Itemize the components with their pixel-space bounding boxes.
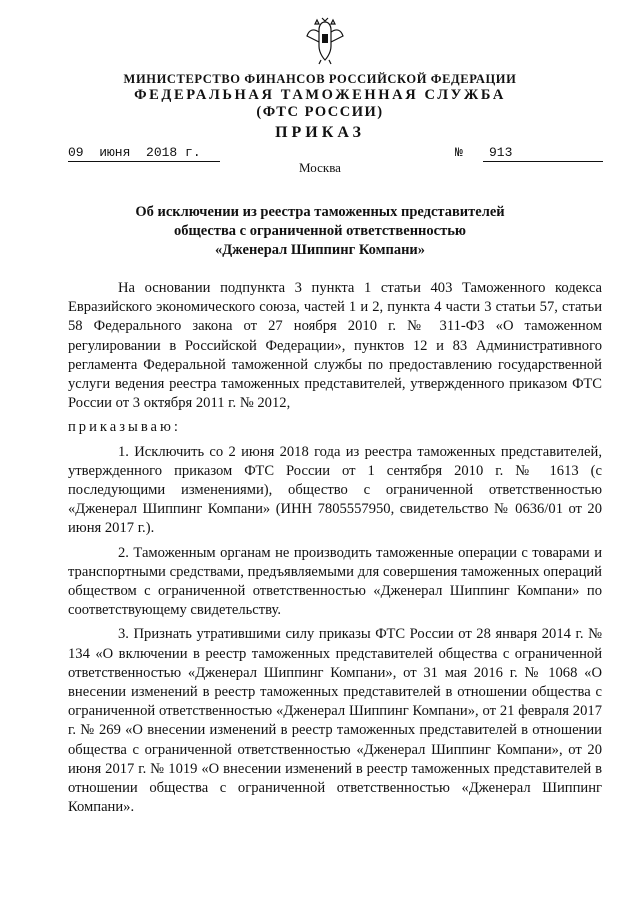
order-word: приказываю: xyxy=(68,419,181,436)
service-abbreviation: (ФТС РОССИИ) xyxy=(256,104,384,120)
ministry-heading: МИНИСТЕРСТВО ФИНАНСОВ РОССИЙСКОЙ ФЕДЕРАЦИИ xyxy=(123,72,517,86)
order-date: 09 июня 2018 г. xyxy=(68,145,220,162)
order-item-1: 1. Исключить со 2 июня 2018 года из реестра таможенных представителей, утвержденного приказом ФТС России от 1 сентября 2010 г. № 1613 (с последующими изменениями), общество с ограниченной ответственностью «Дженерал Шиппинг Компани» (ИНН 7805557950, свидетельство № 0636/01 от 20 июня 2017 г.). xyxy=(68,443,602,537)
order-number-label: № xyxy=(455,145,463,160)
subject-line-1: Об исключении из реестра таможенных представителей xyxy=(135,204,505,220)
coat-of-arms-emblem-icon xyxy=(305,16,345,66)
city: Москва xyxy=(299,160,341,175)
order-body xyxy=(68,279,602,822)
document-type-title: ПРИКАЗ xyxy=(275,124,365,141)
subject-line-3: «Дженерал Шиппинг Компани» xyxy=(214,242,426,258)
preamble-paragraph: На основании подпункта 3 пункта 1 статьи 403 Таможенного кодекса Евразийского экономического союза, частей 1 и 2, пункта 4 части 3 статьи 57, статьи 58 Федерального закона от 27 ноября 2010 г. № 311-ФЗ «О таможенном регулировании в Российской Федерации», пунктов 12 и 83 Административного регламента Федеральной таможенной службы по предоставлению государственной услуги ведения реестра таможенных представителей, утвержденного приказом ФТС России от 3 октября 2011 г. № 2012, xyxy=(68,280,602,412)
order-item-2: 2. Таможенным органам не производить таможенные операции с товарами и транспортными средствами, предъявляемыми для совершения таможенных операций обществом с ограниченной ответственностью «Дженерал Шиппинг Компани» по соответствующему свидетельству. xyxy=(68,544,602,619)
order-item-3: 3. Признать утратившими силу приказы ФТС России от 28 января 2014 г. № 134 «О включении в реестр таможенных представителей общества с ограниченной ответственностью «Дженерал Шиппинг Компани», от 31 мая 2016 г. № 1068 «О внесении изменений в реестр таможенных представителей в отношении общества с ограниченной ответственностью «Дженерал Шиппинг Компани», от 21 февраля 2017 г. № 269 «О внесении изменений в реестр таможенных представителей в отношении общества с ограниченной ответственностью «Дженерал Шиппинг Компани», от 20 июня 2017 г. № 1019 «О внесении изменений в реестр таможенных представителей в отношении общества с ограниченной ответственностью «Дженерал Шиппинг Компани». xyxy=(68,626,602,816)
order-number-value: 913 xyxy=(489,145,513,160)
service-heading: ФЕДЕРАЛЬНАЯ ТАМОЖЕННАЯ СЛУЖБА xyxy=(134,87,506,103)
order-subject xyxy=(0,203,640,260)
subject-line-2: общества с ограниченной ответственностью xyxy=(174,223,466,239)
